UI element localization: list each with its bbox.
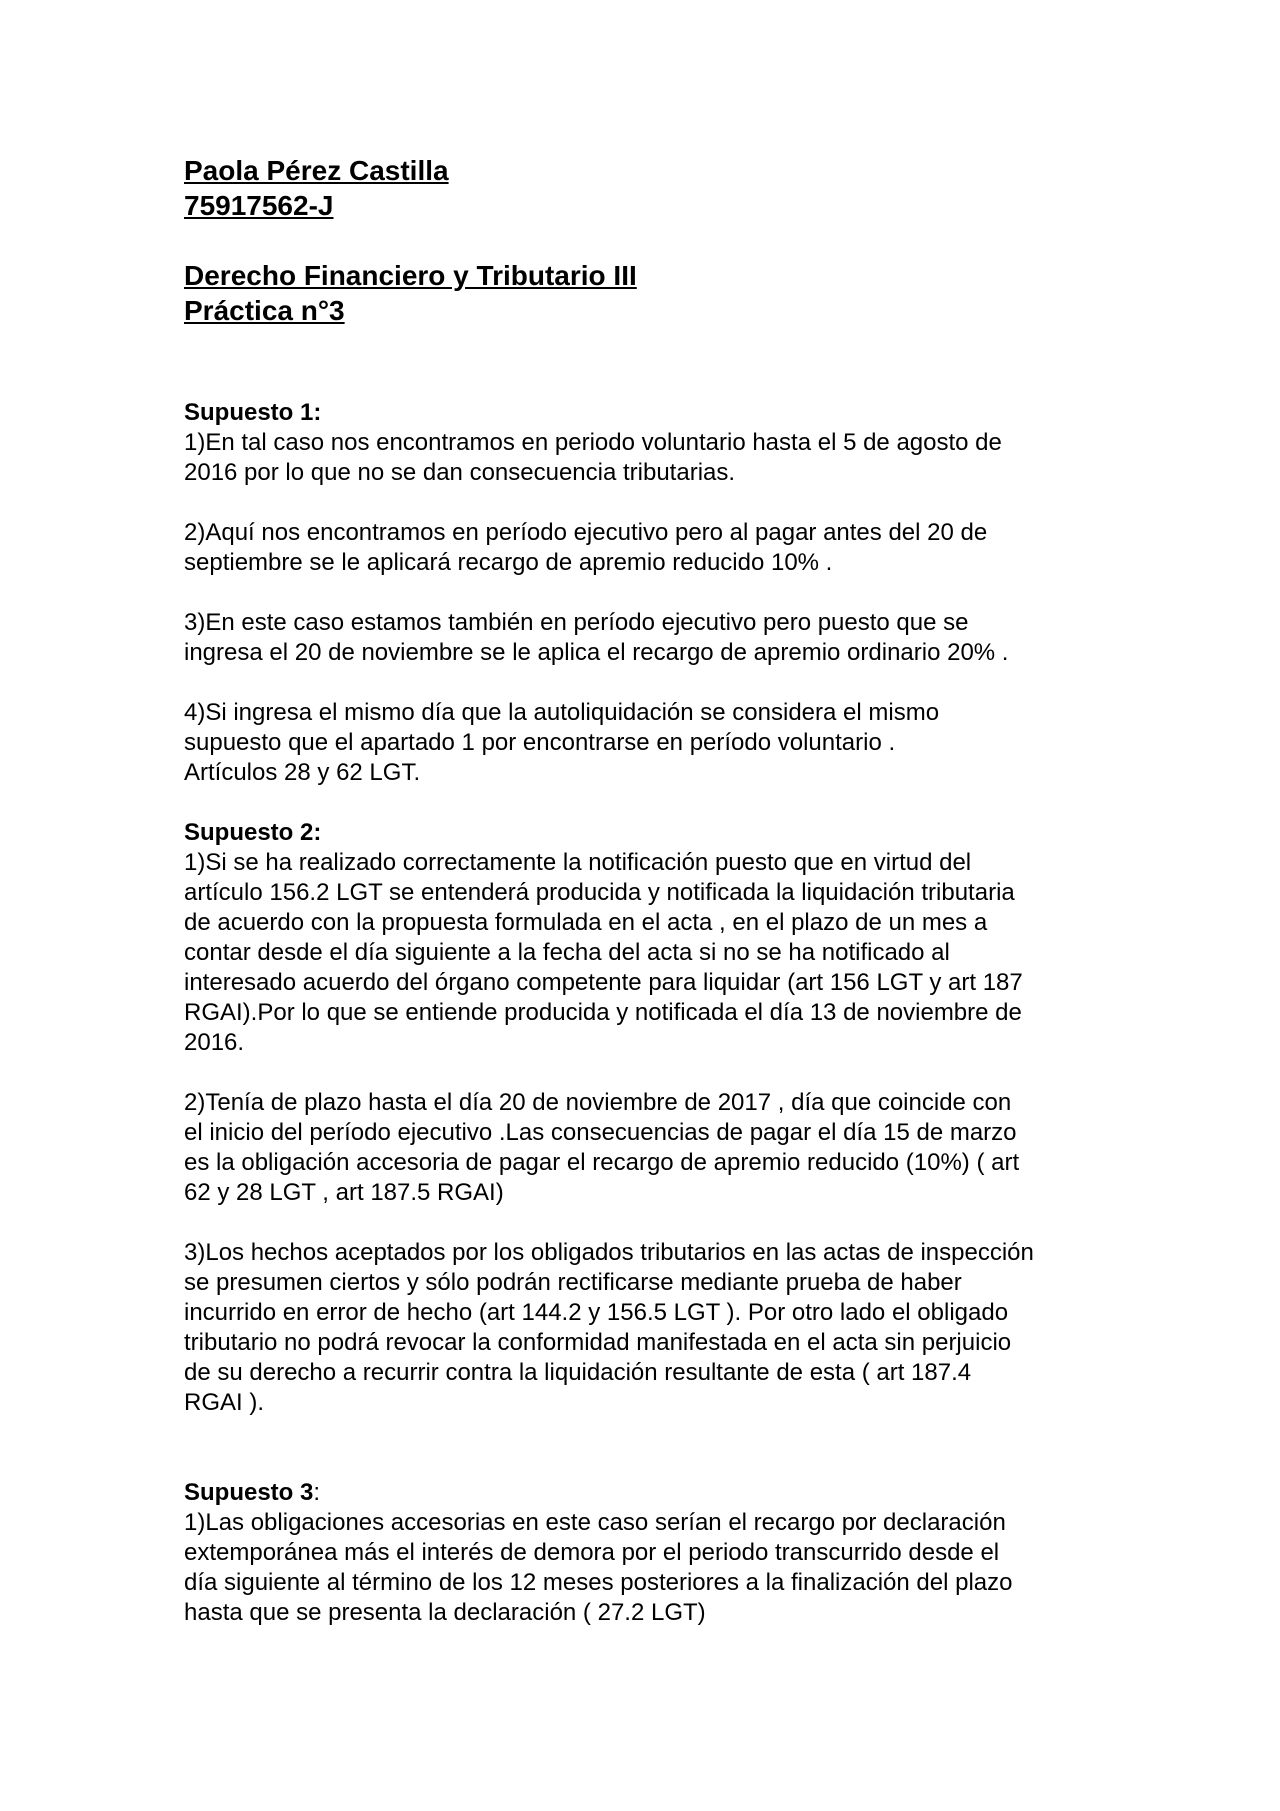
section-1-paragraph-1: 1)En tal caso nos encontramos en periodo voluntario hasta el 5 de agosto de 2016 por lo que no se dan consecuencia tributarias. (184, 429, 1002, 486)
author-name: Paola Pérez Castilla (184, 155, 449, 186)
section-1-title: Supuesto 1: (184, 399, 322, 426)
section-2-paragraph-2: 2)Tenía de plazo hasta el día 20 de noviembre de 2017 , día que coincide con el inicio del período ejecutivo .Las consecuencias de pagar el día 15 de marzo es la obligación accesoria de pagar el recargo de apremio reducido (10%) ( art 62 y 28 LGT , art 187.5 RGAI) (184, 1089, 1020, 1206)
document-content (184, 153, 1104, 1628)
section-1-paragraph-3: 3)En este caso estamos también en período ejecutivo pero puesto que se ingresa el 20 de noviembre se le aplica el recargo de apremio ordinario 20% . (184, 609, 1009, 666)
section-1-paragraph-2: 2)Aquí nos encontramos en período ejecutivo pero al pagar antes del 20 de septiembre se le aplicará recargo de apremio reducido 10% . (184, 519, 988, 576)
practice-title: Práctica n°3 (184, 295, 345, 326)
section-3-title-text: Supuesto 3 (184, 1479, 314, 1506)
course-title: Derecho Financiero y Tributario III (184, 260, 637, 291)
section-2-title: Supuesto 2: (184, 819, 322, 846)
section-3-title-colon: : (313, 1479, 321, 1506)
author-id: 75917562-J (184, 190, 334, 221)
section-3-title (184, 1478, 1104, 1508)
section-2-paragraph-1: 1)Si se ha realizado correctamente la notificación puesto que en virtud del artículo 156.2 LGT se entenderá producida y notificada la liquidación tributaria de acuerdo con la propuesta formulada en el acta , en el plazo de un mes a contar desde el día siguiente a la fecha del acta si no se ha notificado al interesado acuerdo del órgano competente para liquidar (art 156 LGT y art 187 RGAI).Por lo que se entiende producida y notificada el día 13 de noviembre de 2016. (184, 849, 1023, 1056)
section-1-paragraph-4: 4)Si ingresa el mismo día que la autoliquidación se considera el mismo supuesto que el apartado 1 por encontrarse en período voluntario . Artículos 28 y 62 LGT. (184, 699, 940, 786)
section-3-paragraph-1: 1)Las obligaciones accesorias en este caso serían el recargo por declaración extemporánea más el interés de demora por el periodo transcurrido desde el día siguiente al término de los 12 meses posteriores a la finalización del plazo hasta que se presenta la declaración ( 27.2 LGT) (184, 1509, 1013, 1626)
section-2-paragraph-3: 3)Los hechos aceptados por los obligados tributarios en las actas de inspección se presumen ciertos y sólo podrán rectificarse mediante prueba de haber incurrido en error de hecho (art 144.2 y 156.5 LGT ). Por otro lado el obligado tributario no podrá revocar la conformidad manifestada en el acta sin perjuicio de su derecho a recurrir contra la liquidación resultante de esta ( art 187.4 RGAI ). (184, 1239, 1034, 1416)
